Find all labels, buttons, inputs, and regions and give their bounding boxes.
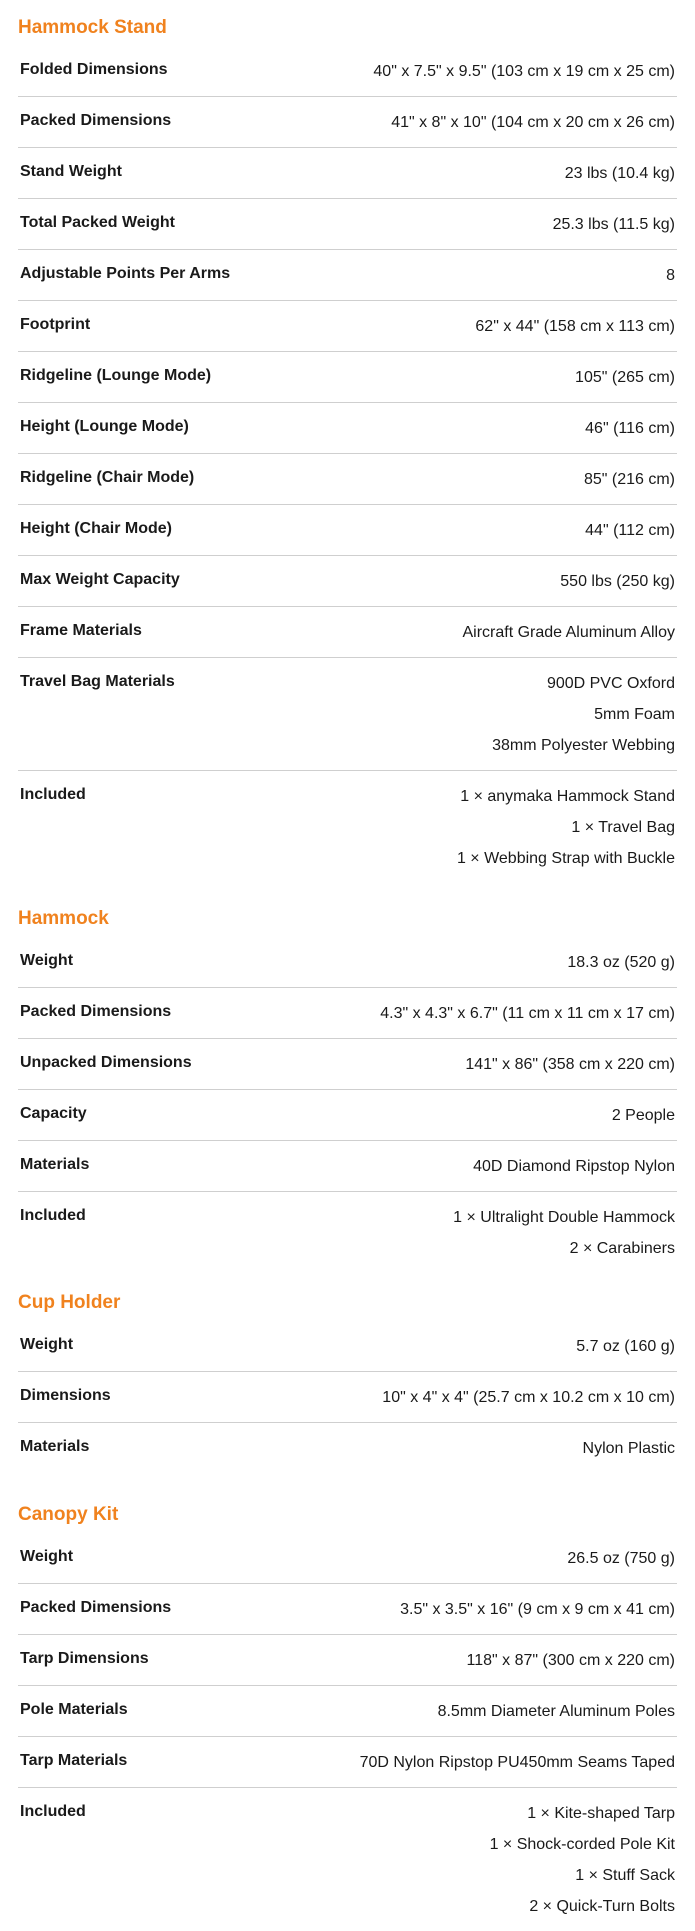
spec-value: 41" x 8" x 10" (104 cm x 20 cm x 26 cm) [322, 107, 675, 138]
spec-value: Aircraft Grade Aluminum Alloy [322, 617, 675, 648]
spec-value: 70D Nylon Ripstop PU450mm Seams Taped [322, 1747, 675, 1778]
spec-value: 2 People [322, 1100, 675, 1131]
spec-row [18, 403, 677, 454]
spec-row [18, 97, 677, 148]
spec-value-cell [320, 505, 677, 556]
spec-row [18, 1788, 677, 1931]
spec-row [18, 1635, 677, 1686]
spec-label: Travel Bag Materials [18, 658, 320, 771]
spec-label: Included [18, 771, 320, 884]
spec-value: Nylon Plastic [322, 1433, 675, 1464]
spec-label: Materials [18, 1141, 320, 1192]
spec-value: 8 [322, 260, 675, 291]
spec-row [18, 1192, 677, 1274]
spec-label: Adjustable Points Per Arms [18, 250, 320, 301]
spec-row [18, 148, 677, 199]
spec-value-cell [320, 1788, 677, 1931]
spec-value: 26.5 oz (750 g) [322, 1543, 675, 1574]
spec-value: 105" (265 cm) [322, 362, 675, 393]
spec-value: 62" x 44" (158 cm x 113 cm) [322, 311, 675, 342]
spec-label: Unpacked Dimensions [18, 1039, 320, 1090]
spec-value: 1 × Ultralight Double Hammock [322, 1202, 675, 1233]
spec-row [18, 1090, 677, 1141]
spec-label: Packed Dimensions [18, 97, 320, 148]
spec-value-cell [320, 556, 677, 607]
spec-row [18, 607, 677, 658]
spec-section [18, 901, 677, 1273]
spec-label: Footprint [18, 301, 320, 352]
spec-row [18, 454, 677, 505]
spec-value-cell [320, 403, 677, 454]
spec-section [18, 1285, 677, 1473]
spec-value-cell [320, 1141, 677, 1192]
spec-value-cell [320, 1039, 677, 1090]
spec-value: 25.3 lbs (11.5 kg) [322, 209, 675, 240]
spec-value-cell [320, 1737, 677, 1788]
spec-section [18, 10, 677, 883]
section-title: Cup Holder [18, 1285, 677, 1321]
spec-label: Weight [18, 1321, 320, 1372]
spec-value-cell [320, 1635, 677, 1686]
section-title: Canopy Kit [18, 1497, 677, 1533]
spec-value-cell [320, 1423, 677, 1474]
spec-value-cell [320, 1090, 677, 1141]
spec-row [18, 1584, 677, 1635]
spec-table [18, 937, 677, 1273]
spec-row [18, 556, 677, 607]
spec-value: 900D PVC Oxford [322, 668, 675, 699]
spec-label: Weight [18, 937, 320, 988]
spec-value-cell [320, 1192, 677, 1274]
spec-value-cell [320, 250, 677, 301]
spec-label: Weight [18, 1533, 320, 1584]
spec-value: 5.7 oz (160 g) [322, 1331, 675, 1362]
spec-value: 1 × Kite-shaped Tarp [322, 1798, 675, 1829]
spec-value: 1 × Webbing Strap with Buckle [322, 843, 675, 874]
spec-value: 1 × Stuff Sack [322, 1860, 675, 1891]
spec-label: Dimensions [18, 1372, 320, 1423]
spec-value: 18.3 oz (520 g) [322, 947, 675, 978]
spec-label: Tarp Dimensions [18, 1635, 320, 1686]
section-title: Hammock Stand [18, 10, 677, 46]
spec-row [18, 1039, 677, 1090]
spec-value: 3.5" x 3.5" x 16" (9 cm x 9 cm x 41 cm) [322, 1594, 675, 1625]
spec-label: Height (Chair Mode) [18, 505, 320, 556]
spec-value-cell [320, 1321, 677, 1372]
spec-value-cell [320, 352, 677, 403]
spec-label: Pole Materials [18, 1686, 320, 1737]
spec-value-cell [320, 454, 677, 505]
spec-row [18, 1533, 677, 1584]
spec-value: 1 × Shock-corded Pole Kit [322, 1829, 675, 1860]
spec-value-cell [320, 1372, 677, 1423]
spec-label: Height (Lounge Mode) [18, 403, 320, 454]
spec-value-cell [320, 97, 677, 148]
spec-label: Frame Materials [18, 607, 320, 658]
spec-value-cell [320, 1533, 677, 1584]
spec-value: 1 × anymaka Hammock Stand [322, 781, 675, 812]
spec-value-cell [320, 658, 677, 771]
spec-value: 46" (116 cm) [322, 413, 675, 444]
spec-label: Total Packed Weight [18, 199, 320, 250]
spec-value-cell [320, 771, 677, 884]
spec-label: Packed Dimensions [18, 988, 320, 1039]
spec-value: 5mm Foam [322, 699, 675, 730]
spec-value-cell [320, 46, 677, 97]
spec-value-cell [320, 937, 677, 988]
spec-value: 4.3" x 4.3" x 6.7" (11 cm x 11 cm x 17 cm) [322, 998, 675, 1029]
spec-row [18, 46, 677, 97]
spec-row [18, 352, 677, 403]
spec-row [18, 658, 677, 771]
spec-row [18, 1321, 677, 1372]
spec-value: 8.5mm Diameter Aluminum Poles [322, 1696, 675, 1727]
spec-value: 550 lbs (250 kg) [322, 566, 675, 597]
spec-value: 85" (216 cm) [322, 464, 675, 495]
spec-value: 118" x 87" (300 cm x 220 cm) [322, 1645, 675, 1676]
spec-value: 38mm Polyester Webbing [322, 730, 675, 761]
spec-row [18, 1686, 677, 1737]
spec-row [18, 505, 677, 556]
spec-value: 40D Diamond Ripstop Nylon [322, 1151, 675, 1182]
spec-row [18, 1372, 677, 1423]
spec-value: 2 × Quick-Turn Bolts [322, 1891, 675, 1922]
spec-label: Stand Weight [18, 148, 320, 199]
spec-row [18, 1423, 677, 1474]
spec-value-cell [320, 1686, 677, 1737]
spec-value-cell [320, 148, 677, 199]
spec-table [18, 46, 677, 883]
section-title: Hammock [18, 901, 677, 937]
spec-row [18, 1141, 677, 1192]
spec-value: 10" x 4" x 4" (25.7 cm x 10.2 cm x 10 cm) [322, 1382, 675, 1413]
spec-row [18, 250, 677, 301]
spec-label: Capacity [18, 1090, 320, 1141]
spec-value: 40" x 7.5" x 9.5" (103 cm x 19 cm x 25 cm) [322, 56, 675, 87]
spec-row [18, 301, 677, 352]
spec-section [18, 1497, 677, 1931]
spec-label: Ridgeline (Chair Mode) [18, 454, 320, 505]
spec-value: 2 × Carabiners [322, 1233, 675, 1264]
spec-row [18, 771, 677, 884]
spec-value-cell [320, 607, 677, 658]
spec-label: Tarp Materials [18, 1737, 320, 1788]
spec-label: Included [18, 1788, 320, 1931]
spec-value-cell [320, 988, 677, 1039]
spec-label: Included [18, 1192, 320, 1274]
spec-value-cell [320, 199, 677, 250]
spec-table [18, 1533, 677, 1931]
spec-value: 1 × Travel Bag [322, 812, 675, 843]
spec-label: Materials [18, 1423, 320, 1474]
spec-label: Packed Dimensions [18, 1584, 320, 1635]
spec-value: 44" (112 cm) [322, 515, 675, 546]
spec-row [18, 988, 677, 1039]
spec-label: Ridgeline (Lounge Mode) [18, 352, 320, 403]
spec-row [18, 199, 677, 250]
spec-value-cell [320, 301, 677, 352]
spec-row [18, 937, 677, 988]
spec-label: Folded Dimensions [18, 46, 320, 97]
spec-value: 23 lbs (10.4 kg) [322, 158, 675, 189]
spec-value-cell [320, 1584, 677, 1635]
spec-value: 141" x 86" (358 cm x 220 cm) [322, 1049, 675, 1080]
spec-row [18, 1737, 677, 1788]
spec-label: Max Weight Capacity [18, 556, 320, 607]
spec-table [18, 1321, 677, 1473]
